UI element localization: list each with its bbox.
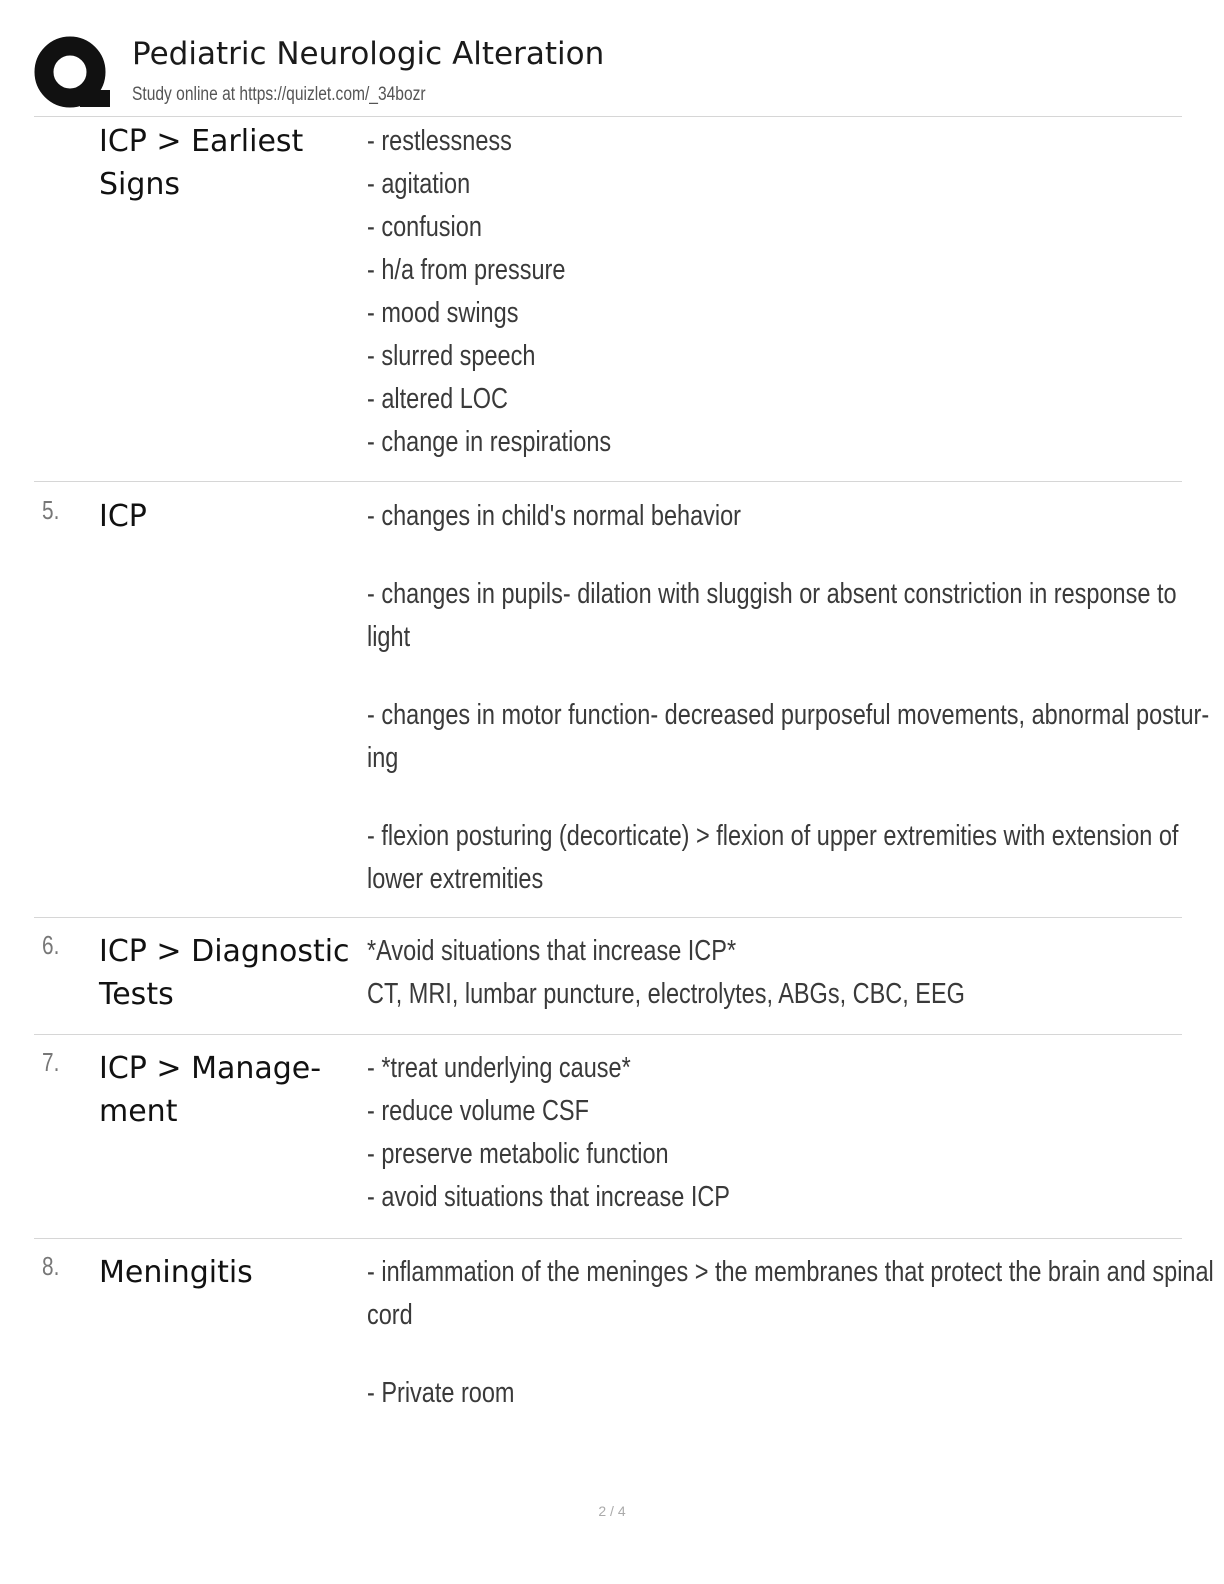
divider [34,917,1182,918]
term-line: Signs [99,167,181,202]
term-line: ICP > Manage- [99,1051,322,1086]
card-definition [367,495,1210,901]
definition-line: - Private room [367,1377,515,1409]
divider [34,1034,1182,1035]
definition-line: cord [367,1299,413,1331]
card-term [99,495,359,538]
divider [34,481,1182,482]
card-term [99,930,359,1016]
definition-line: - mood swings [367,297,519,329]
definition-line: - inflammation of the meninges > the membranes that protect the brain and spinal [367,1256,1214,1288]
page-title: Pediatric Neurologic Alteration [132,36,605,72]
definition-line: - change in respirations [367,426,612,458]
card-number: 7. [42,1047,60,1077]
term-line: Meningitis [99,1255,253,1290]
definition-line: - avoid situations that increase ICP [367,1181,730,1213]
definition-line: - changes in motor function- decreased purposeful movements, abnormal postur- [367,699,1210,731]
card-definition [367,1251,1214,1415]
definition-line: - preserve metabolic function [367,1138,669,1170]
term-line: ICP > Diagnostic [99,934,350,969]
definition-line: *Avoid situations that increase ICP* [367,935,737,967]
card-definition [367,1047,1169,1219]
term-line: ment [99,1094,178,1129]
card-definition [367,120,1169,464]
definition-line: lower extremities [367,863,544,895]
definition-line: - *treat underlying cause* [367,1052,631,1084]
study-url-subtitle: Study online at https://quizlet.com/_34bozr [132,84,426,105]
definition-line: - confusion [367,211,482,243]
divider [34,1238,1182,1239]
card-term [99,1047,359,1133]
term-line: ICP [99,499,147,534]
quizlet-logo-icon [34,34,112,112]
definition-line: ing [367,742,399,774]
definition-line: - changes in child's normal behavior [367,500,742,532]
card-term [99,1251,359,1294]
definition-line: - h/a from pressure [367,254,566,286]
card-definition [367,930,1169,1016]
page-number: 2 / 4 [598,1503,626,1519]
definition-line: - restlessness [367,125,512,157]
document-header [34,34,1184,118]
term-line: ICP > Earliest [99,124,304,159]
card-number: 6. [42,930,60,960]
card-term [99,120,359,206]
definition-line: light [367,621,411,653]
definition-line: - altered LOC [367,383,509,415]
definition-line: - flexion posturing (decorticate) > flexion of upper extremities with extension of [367,820,1179,852]
definition-line: - agitation [367,168,471,200]
definition-line: - changes in pupils- dilation with sluggish or absent constriction in response to [367,578,1177,610]
definition-line: - reduce volume CSF [367,1095,589,1127]
definition-line: - slurred speech [367,340,536,372]
term-line: Tests [99,977,174,1012]
card-number: 5. [42,495,60,525]
card-number: 8. [42,1251,60,1281]
definition-line: CT, MRI, lumbar puncture, electrolytes, ABGs, CBC, EEG [367,978,965,1010]
divider [34,116,1182,117]
